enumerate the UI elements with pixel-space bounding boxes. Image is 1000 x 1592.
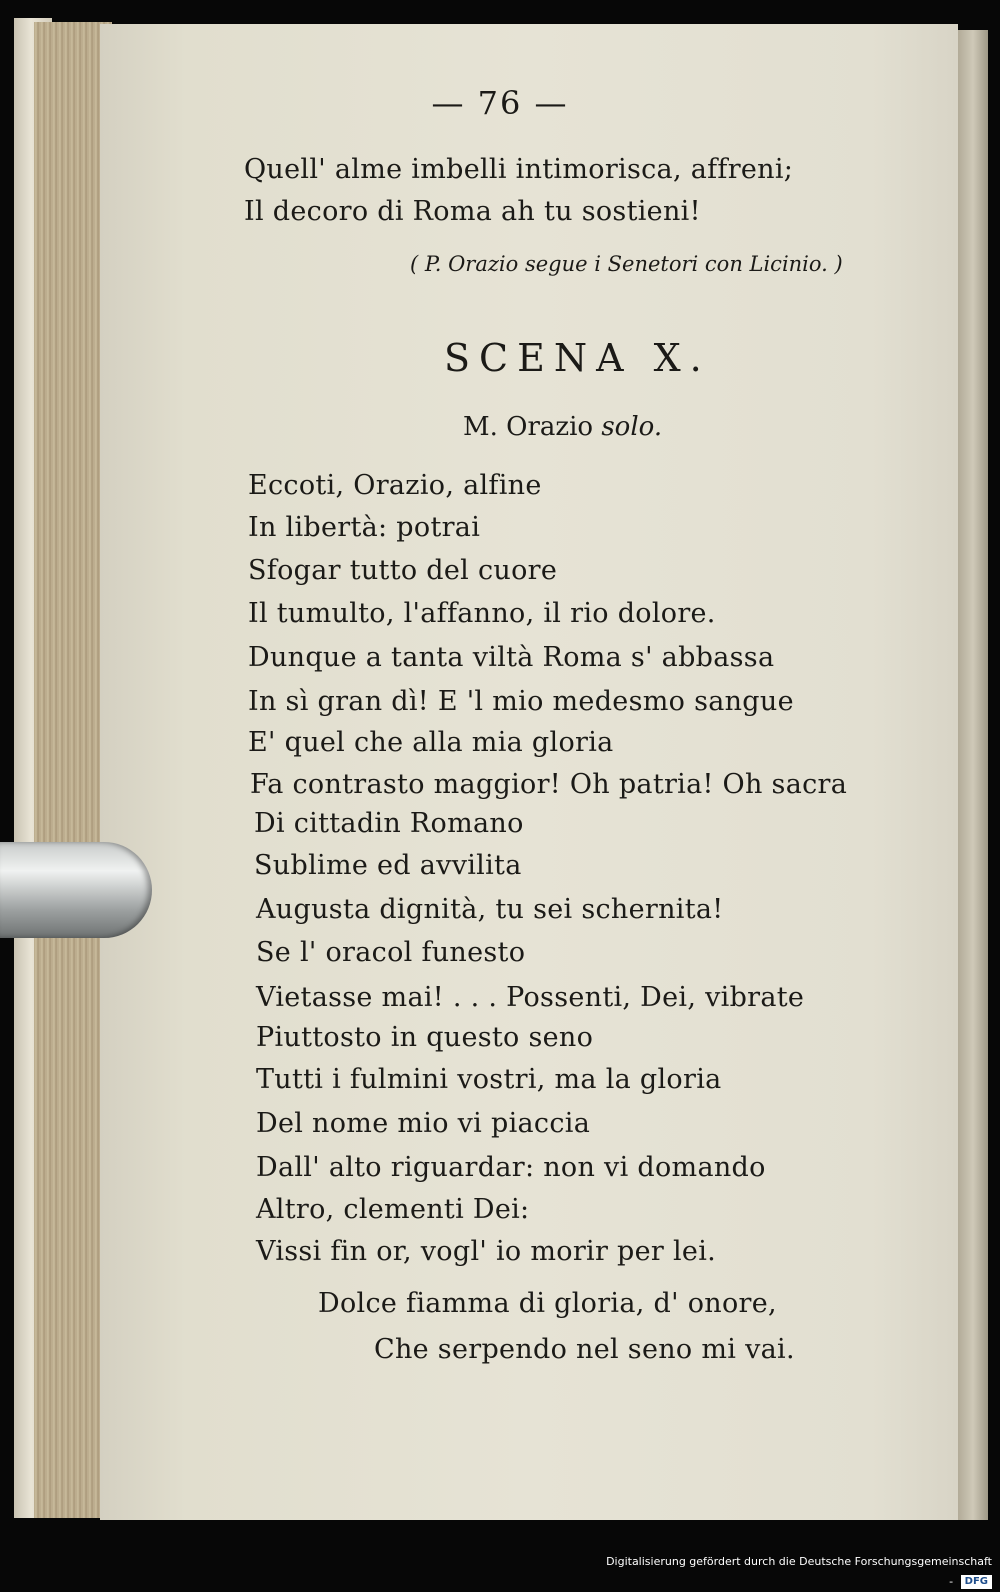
aria-line: Dolce fiamma di gloria, d' onore, bbox=[318, 1288, 777, 1319]
recitative-line: Piuttosto in questo seno bbox=[256, 1022, 594, 1053]
recitative-line: Vissi fin or, vogl' io morir per lei. bbox=[256, 1236, 717, 1267]
recitative-line: Augusta dignità, tu sei schernita! bbox=[256, 894, 724, 925]
recitative-line: Dunque a tanta viltà Roma s' abbassa bbox=[248, 642, 775, 673]
recitative-line: E' quel che alla mia gloria bbox=[248, 727, 614, 758]
digitization-footer bbox=[600, 1552, 992, 1588]
stage-direction: ( P. Orazio segue i Senetori con Licinio. ) bbox=[410, 252, 843, 276]
recitative-line: Sfogar tutto del cuore bbox=[248, 555, 558, 586]
dfg-logo-badge: DFG bbox=[961, 1575, 992, 1589]
recitative-line: In libertà: potrai bbox=[248, 512, 481, 543]
recitative-line: Altro, clementi Dei: bbox=[256, 1194, 530, 1225]
footer-text: Digitalisierung gefördert durch die Deutsche Forschungsgemeinschaft - bbox=[606, 1555, 992, 1588]
recitative-line: Fa contrasto maggior! Oh patria! Oh sacra bbox=[250, 769, 848, 800]
recitative-line: Vietasse mai! . . . Possenti, Dei, vibrate bbox=[256, 982, 805, 1013]
intro-line: Il decoro di Roma ah tu sostieni! bbox=[244, 196, 701, 227]
aria-line: Che serpendo nel seno mi vai. bbox=[374, 1334, 795, 1365]
page-number: — 76 — bbox=[431, 84, 569, 122]
intro-line: Quell' alme imbelli intimorisca, affreni; bbox=[244, 154, 794, 185]
recitative-line: Tutti i fulmini vostri, ma la gloria bbox=[256, 1064, 722, 1095]
recitative-line: Il tumulto, l'affanno, il rio dolore. bbox=[248, 598, 716, 629]
recitative-line: Dall' alto riguardar: non vi domando bbox=[256, 1152, 766, 1183]
recitative-line: Eccoti, Orazio, alfine bbox=[248, 470, 542, 501]
character-name: M. Orazio bbox=[463, 412, 594, 442]
character-note: solo. bbox=[601, 412, 663, 442]
character-heading bbox=[463, 412, 662, 442]
page-clip bbox=[0, 842, 152, 938]
scene-title: SCENA X. bbox=[444, 336, 711, 380]
recitative-line: Di cittadin Romano bbox=[254, 808, 524, 839]
recitative-line: Se l' oracol funesto bbox=[256, 937, 526, 968]
recitative-line: Del nome mio vi piaccia bbox=[256, 1108, 591, 1139]
recitative-line: Sublime ed avvilita bbox=[254, 850, 522, 881]
recitative-line: In sì gran dì! E 'l mio medesmo sangue bbox=[248, 686, 794, 717]
facing-page-edge bbox=[958, 30, 988, 1520]
